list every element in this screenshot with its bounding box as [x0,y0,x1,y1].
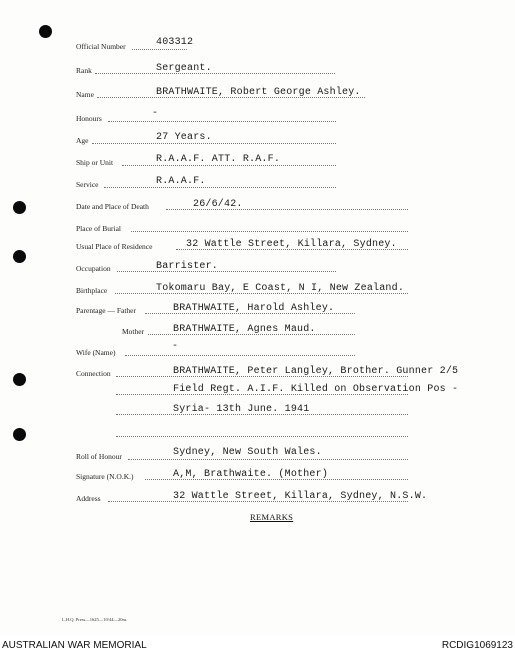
record-id: RCDIG1069123 [441,640,513,651]
field-service [0,172,515,192]
field-value: - [152,108,159,119]
dotted-line [128,459,408,460]
field-occupation [0,256,515,276]
remarks-heading: REMARKS [250,512,294,522]
dotted-line [95,73,335,74]
field-value: BRATHWAITE, Harold Ashley. [173,303,335,314]
field-parentage-mother [0,319,515,339]
dotted-line [122,165,336,166]
field-place-of-burial [0,216,515,236]
field-label: Age [76,136,89,145]
dotted-line [92,143,336,144]
field-honours [0,106,515,126]
field-value: Sergeant. [156,63,212,74]
field-value: Barrister. [156,261,219,272]
field-label: Honours [76,114,102,123]
field-connection-cont [0,421,515,441]
field-ship-or-unit [0,150,515,170]
dotted-line [131,231,408,232]
field-label: Official Number [76,42,126,51]
field-connection-cont [0,399,515,419]
connection-line: Syria- 13th June. 1941 [173,404,310,415]
field-label: Name [76,90,94,99]
field-label: Service [76,180,99,189]
field-roll-of-honour [0,444,515,464]
field-label: Wife (Name) [76,348,116,357]
printer-note: L.H.Q. Press—1625—10/44—20m. [62,617,128,622]
dotted-line [117,271,336,272]
field-value: BRATHWAITE, Agnes Maud. [173,324,316,335]
dotted-line [108,121,336,122]
field-date-place-death [0,194,515,214]
field-value: Tokomaru Bay, E Coast, N I, New Zealand. [156,283,405,294]
field-label: Date and Place of Death [76,202,149,211]
field-birthplace [0,278,515,298]
field-value: R.A.A.F. [156,176,206,187]
field-connection [0,361,515,381]
field-value: A,M, Brathwaite. (Mother) [173,469,329,480]
field-label: Ship or Unit [76,158,114,167]
connection-line: BRATHWAITE, Peter Langley, Brother. Gunner 2/5 [173,366,459,377]
field-address [0,486,515,506]
field-value: R.A.A.F. ATT. R.A.F. [156,154,281,165]
archive-name: AUSTRALIAN WAR MEMORIAL [2,640,147,651]
field-value: 27 Years. [156,132,212,143]
field-age [0,128,515,148]
field-wife [0,340,515,360]
dotted-line [116,436,408,437]
field-value: 403312 [156,37,194,48]
field-label: Rank [76,66,92,75]
field-label: Roll of Honour [76,452,122,461]
field-connection-cont [0,379,515,399]
field-label: Occupation [76,264,111,273]
field-value: BRATHWAITE, Robert George Ashley. [156,87,361,98]
field-label: Parentage — Father [76,306,136,315]
field-official-number [0,34,515,54]
dotted-line [132,49,187,50]
field-value: 32 Wattle Street, Killara, Sydney. [186,239,397,250]
field-label: Address [76,494,101,503]
dotted-line [125,355,355,356]
connection-line: Field Regt. A.I.F. Killed on Observation Pos - [173,384,459,395]
field-value: - [172,341,179,352]
archive-footer [0,636,515,654]
field-rank [0,58,515,78]
field-label: Signature (N.O.K.) [76,472,134,481]
field-value: Sydney, New South Wales. [173,447,322,458]
field-label: Place of Burial [76,224,121,233]
field-value: 32 Wattle Street, Killara, Sydney, N.S.W. [173,491,428,502]
field-label: Birthplace [76,286,108,295]
field-signature [0,464,515,484]
field-usual-residence [0,234,515,254]
field-label: Mother [122,327,145,336]
field-name [0,82,515,102]
dotted-line [104,187,336,188]
field-value: 26/6/42. [193,199,243,210]
field-label: Connection [76,369,111,378]
field-parentage-father [0,298,515,318]
field-label: Usual Place of Residence [76,242,153,251]
